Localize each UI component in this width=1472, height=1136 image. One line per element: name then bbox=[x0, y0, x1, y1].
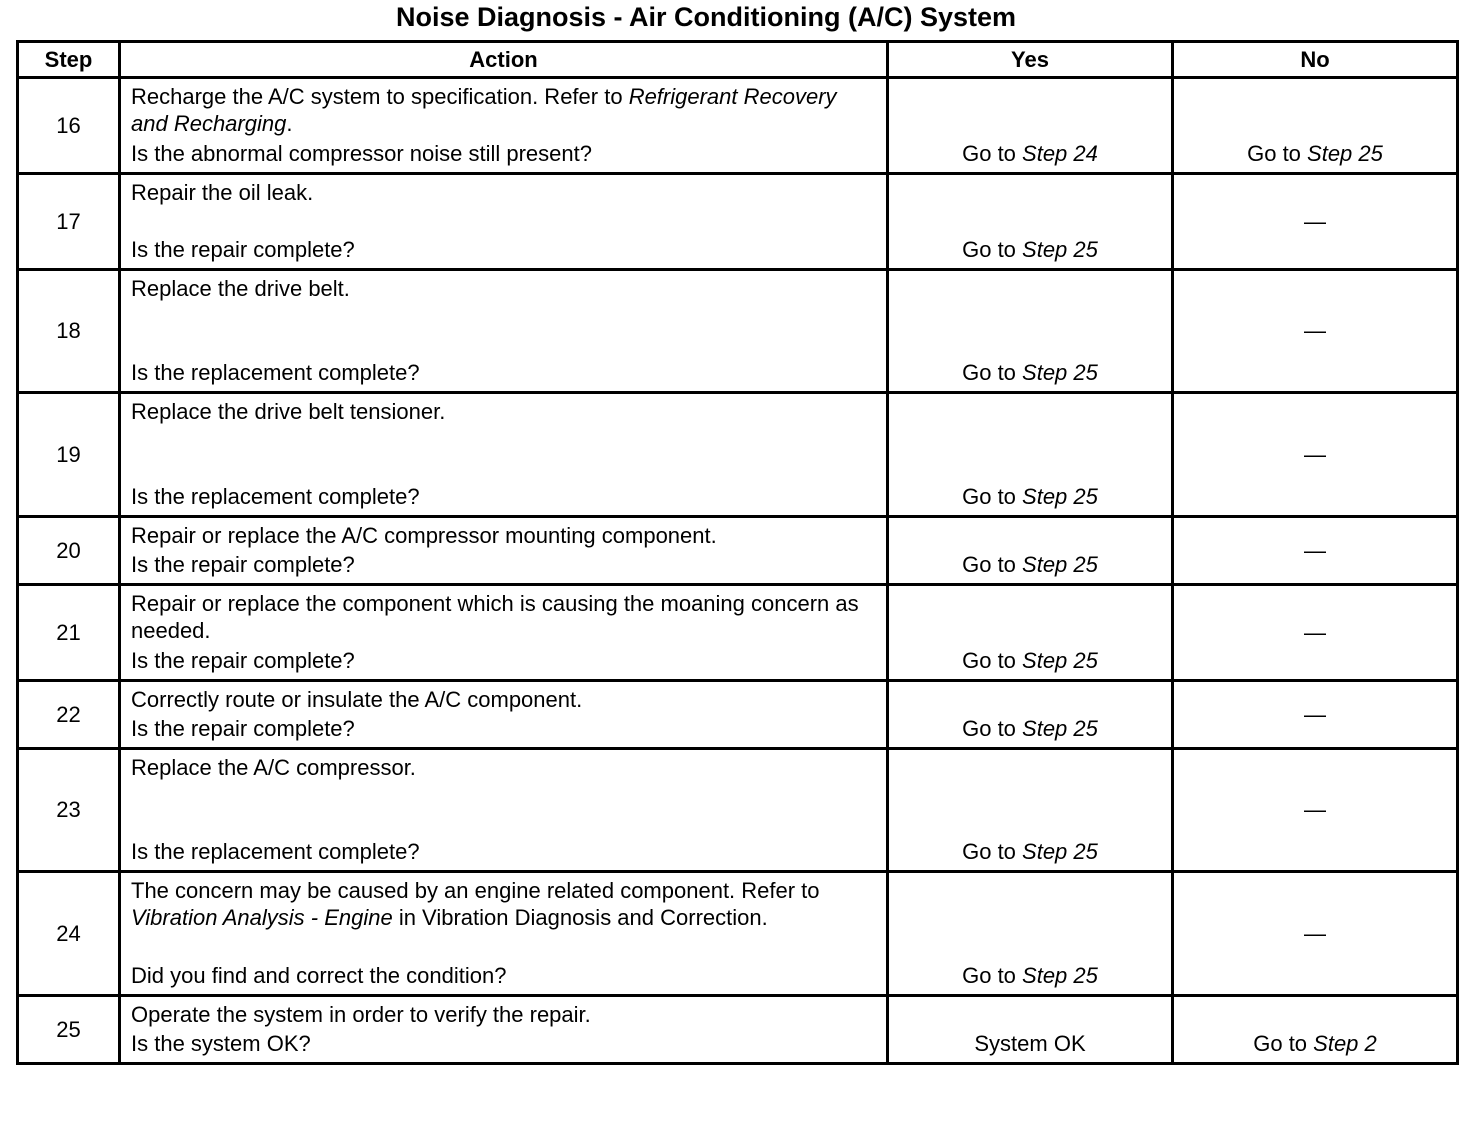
no-outcome bbox=[1173, 585, 1458, 681]
no-outcome bbox=[1173, 681, 1458, 749]
action-instruction bbox=[131, 394, 876, 425]
page-title bbox=[0, 2, 1372, 33]
procedure-reference: Refrigerant Recovery and Recharging bbox=[131, 84, 837, 136]
yes-outcome bbox=[888, 270, 1173, 393]
step-reference: Step 25 bbox=[1022, 963, 1098, 988]
action-instruction bbox=[131, 586, 876, 644]
action-question: Is the replacement complete? bbox=[131, 360, 420, 385]
yes-outcome bbox=[888, 872, 1173, 996]
action-content bbox=[131, 873, 876, 994]
instruction-text: Replace the drive belt tensioner. bbox=[131, 399, 446, 424]
step-reference: Step 24 bbox=[1022, 141, 1098, 166]
action-question: Is the replacement complete? bbox=[131, 484, 420, 509]
step-number: 24 bbox=[18, 872, 120, 996]
no-outcome bbox=[1173, 174, 1458, 270]
no-outcome bbox=[1173, 872, 1458, 996]
step-reference: Step 25 bbox=[1022, 839, 1098, 864]
action-cell bbox=[120, 872, 888, 996]
action-cell bbox=[120, 585, 888, 681]
instruction-text: . bbox=[286, 111, 293, 136]
header-yes: Yes bbox=[888, 42, 1173, 78]
step-number: 23 bbox=[18, 749, 120, 872]
yes-outcome bbox=[888, 78, 1173, 174]
step-reference: Step 25 bbox=[1022, 552, 1098, 577]
step-reference: Step 25 bbox=[1307, 141, 1383, 166]
outcome-text: — bbox=[1304, 920, 1326, 946]
step-number: 25 bbox=[18, 996, 120, 1064]
action-question: Is the repair complete? bbox=[131, 648, 355, 673]
header-step: Step bbox=[18, 42, 120, 78]
step-number: 18 bbox=[18, 270, 120, 393]
action-instruction bbox=[131, 997, 876, 1028]
action-question: Did you find and correct the condition? bbox=[131, 963, 507, 988]
action-content bbox=[131, 394, 876, 515]
outcome-prefix: Go to bbox=[962, 484, 1023, 509]
step-reference: Step 25 bbox=[1022, 648, 1098, 673]
table-row bbox=[18, 393, 1458, 517]
action-question: Is the repair complete? bbox=[131, 552, 355, 577]
yes-outcome bbox=[888, 517, 1173, 585]
instruction-text: Replace the drive belt. bbox=[131, 276, 350, 301]
outcome-prefix: Go to bbox=[962, 360, 1023, 385]
action-content bbox=[131, 518, 876, 583]
action-question: Is the system OK? bbox=[131, 1031, 311, 1056]
table-row bbox=[18, 585, 1458, 681]
step-reference: Step 25 bbox=[1022, 237, 1098, 262]
diagnosis-table bbox=[16, 40, 1459, 1065]
instruction-text: Repair the oil leak. bbox=[131, 180, 314, 205]
step-number: 17 bbox=[18, 174, 120, 270]
outcome-prefix: Go to bbox=[962, 552, 1023, 577]
step-number: 16 bbox=[18, 78, 120, 174]
action-question: Is the replacement complete? bbox=[131, 839, 420, 864]
outcome-text: — bbox=[1304, 701, 1326, 727]
outcome-text: — bbox=[1304, 619, 1326, 645]
action-content bbox=[131, 586, 876, 679]
step-number: 20 bbox=[18, 517, 120, 585]
header-row bbox=[18, 42, 1458, 78]
action-cell bbox=[120, 270, 888, 393]
action-content bbox=[131, 997, 876, 1062]
action-instruction bbox=[131, 79, 876, 137]
step-reference: Step 25 bbox=[1022, 716, 1098, 741]
outcome-text: — bbox=[1304, 441, 1326, 467]
action-content bbox=[131, 271, 876, 391]
action-cell bbox=[120, 517, 888, 585]
step-reference: Step 25 bbox=[1022, 484, 1098, 509]
header-no: No bbox=[1173, 42, 1458, 78]
action-cell bbox=[120, 996, 888, 1064]
step-number: 21 bbox=[18, 585, 120, 681]
no-outcome bbox=[1173, 517, 1458, 585]
table-row bbox=[18, 872, 1458, 996]
action-question: Is the repair complete? bbox=[131, 716, 355, 741]
action-instruction bbox=[131, 682, 876, 713]
outcome-prefix: Go to bbox=[1253, 1031, 1314, 1056]
step-reference: Step 2 bbox=[1313, 1031, 1377, 1056]
action-cell bbox=[120, 681, 888, 749]
instruction-text: Correctly route or insulate the A/C component. bbox=[131, 687, 583, 712]
yes-outcome bbox=[888, 174, 1173, 270]
instruction-text: Repair or replace the A/C compressor mounting component. bbox=[131, 523, 717, 548]
procedure-reference: Vibration Analysis - Engine bbox=[131, 905, 393, 930]
outcome-prefix: Go to bbox=[962, 648, 1023, 673]
table-body bbox=[18, 78, 1458, 1064]
outcome-text: — bbox=[1304, 318, 1326, 343]
instruction-text: The concern may be caused by an engine related component. Refer to bbox=[131, 878, 820, 903]
action-cell bbox=[120, 749, 888, 872]
no-outcome bbox=[1173, 996, 1458, 1064]
outcome-prefix: Go to bbox=[962, 237, 1023, 262]
table-row bbox=[18, 517, 1458, 585]
action-content bbox=[131, 750, 876, 870]
no-outcome bbox=[1173, 78, 1458, 174]
outcome-prefix: Go to bbox=[962, 141, 1023, 166]
instruction-text: Operate the system in order to verify the repair. bbox=[131, 1002, 591, 1027]
instruction-text: Replace the A/C compressor. bbox=[131, 755, 416, 780]
title-text: Noise Diagnosis - Air Conditioning (A/C) System bbox=[395, 2, 1017, 32]
table-row bbox=[18, 78, 1458, 174]
outcome-text: — bbox=[1304, 537, 1326, 563]
yes-outcome bbox=[888, 393, 1173, 517]
yes-outcome bbox=[888, 681, 1173, 749]
action-content bbox=[131, 79, 876, 172]
action-question: Is the abnormal compressor noise still present? bbox=[131, 141, 592, 166]
no-outcome bbox=[1173, 749, 1458, 872]
instruction-text: Repair or replace the component which is causing the moaning concern as needed. bbox=[131, 591, 859, 643]
table-row bbox=[18, 681, 1458, 749]
header-action: Action bbox=[120, 42, 888, 78]
outcome-prefix: Go to bbox=[962, 839, 1023, 864]
action-instruction bbox=[131, 873, 876, 931]
table-row bbox=[18, 996, 1458, 1064]
outcome-text: System OK bbox=[974, 1031, 1086, 1056]
outcome-prefix: Go to bbox=[962, 716, 1023, 741]
yes-outcome bbox=[888, 749, 1173, 872]
no-outcome bbox=[1173, 270, 1458, 393]
step-reference: Step 25 bbox=[1022, 360, 1098, 385]
step-number: 19 bbox=[18, 393, 120, 517]
outcome-prefix: Go to bbox=[962, 963, 1023, 988]
outcome-text: — bbox=[1304, 208, 1326, 234]
outcome-text: — bbox=[1304, 797, 1326, 822]
step-number: 22 bbox=[18, 681, 120, 749]
action-instruction bbox=[131, 518, 876, 549]
action-instruction bbox=[131, 271, 876, 302]
outcome-prefix: Go to bbox=[1247, 141, 1308, 166]
action-instruction bbox=[131, 175, 876, 206]
table-row bbox=[18, 174, 1458, 270]
action-content bbox=[131, 175, 876, 268]
action-cell bbox=[120, 393, 888, 517]
action-instruction bbox=[131, 750, 876, 781]
yes-outcome bbox=[888, 996, 1173, 1064]
table-row bbox=[18, 270, 1458, 393]
action-question: Is the repair complete? bbox=[131, 237, 355, 262]
yes-outcome bbox=[888, 585, 1173, 681]
action-cell bbox=[120, 78, 888, 174]
no-outcome bbox=[1173, 393, 1458, 517]
instruction-text: in Vibration Diagnosis and Correction. bbox=[392, 905, 768, 930]
instruction-text: Recharge the A/C system to specification. Refer to bbox=[131, 84, 629, 109]
table-row bbox=[18, 749, 1458, 872]
action-content bbox=[131, 682, 876, 747]
action-cell bbox=[120, 174, 888, 270]
